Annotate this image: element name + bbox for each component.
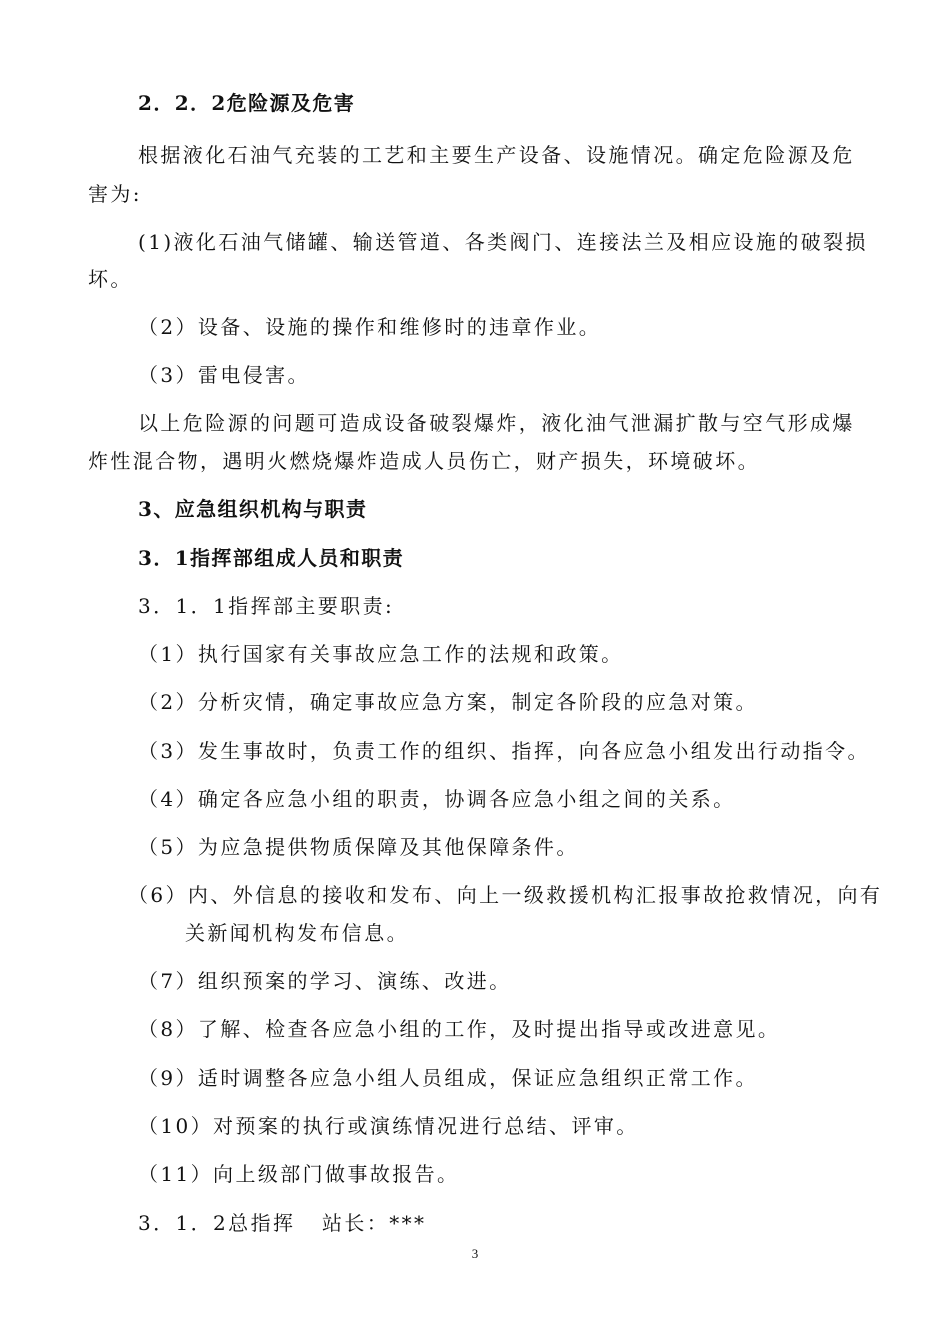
list-item: （2）设备、设施的操作和维修时的违章作业。 xyxy=(138,315,602,339)
list-item: （3）发生事故时，负责工作的组织、指挥，向各应急小组发出行动指令。 xyxy=(138,739,870,763)
list-item: （1）执行国家有关事故应急工作的法规和政策。 xyxy=(138,642,624,666)
paragraph-line: 根据液化石油气充装的工艺和主要生产设备、设施情况。确定危险源及危 xyxy=(138,143,855,167)
chapter-heading: 3、应急组织机构与职责 xyxy=(138,497,368,521)
paragraph-line: 炸性混合物，遇明火燃烧爆炸造成人员伤亡，财产损失，环境破坏。 xyxy=(88,449,760,473)
list-item: （10）对预案的执行或演练情况进行总结、评审。 xyxy=(138,1114,639,1138)
paragraph-line: 害为: xyxy=(88,182,142,206)
list-item: (1)液化石油气储罐、输送管道、各类阀门、连接法兰及相应设施的破裂损 xyxy=(138,230,868,254)
list-item: （5）为应急提供物质保障及其他保障条件。 xyxy=(138,835,579,859)
list-item: （4）确定各应急小组的职责，协调各应急小组之间的关系。 xyxy=(138,787,736,811)
list-item: （3）雷电侵害。 xyxy=(138,363,310,387)
subsection-heading: 3．1．1指挥部主要职责: xyxy=(138,594,395,618)
section-heading: 2．2．2危险源及危害 xyxy=(138,91,356,115)
page-number: 3 xyxy=(471,1246,479,1261)
subsection-heading: 3．1．2总指挥 xyxy=(138,1211,296,1235)
section-heading: 3．1指挥部组成人员和职责 xyxy=(138,546,405,570)
list-item: （11）向上级部门做事故报告。 xyxy=(138,1162,460,1186)
list-item-continuation: 坏。 xyxy=(88,267,133,291)
commander-role: 站长：*** xyxy=(322,1211,427,1235)
list-item-continuation: 关新闻机构发布信息。 xyxy=(185,921,409,945)
list-item: （7）组织预案的学习、演练、改进。 xyxy=(138,969,512,993)
list-item: （9）适时调整各应急小组人员组成，保证应急组织正常工作。 xyxy=(138,1066,758,1090)
paragraph-line: 以上危险源的问题可造成设备破裂爆炸，液化油气泄漏扩散与空气形成爆 xyxy=(138,411,855,435)
list-item: （2）分析灾情，确定事故应急方案，制定各阶段的应急对策。 xyxy=(138,690,758,714)
list-item: （8）了解、检查各应急小组的工作，及时提出指导或改进意见。 xyxy=(138,1017,781,1041)
list-item: （6）内、外信息的接收和发布、向上一级救援机构汇报事故抢救情况，向有 xyxy=(128,883,883,907)
